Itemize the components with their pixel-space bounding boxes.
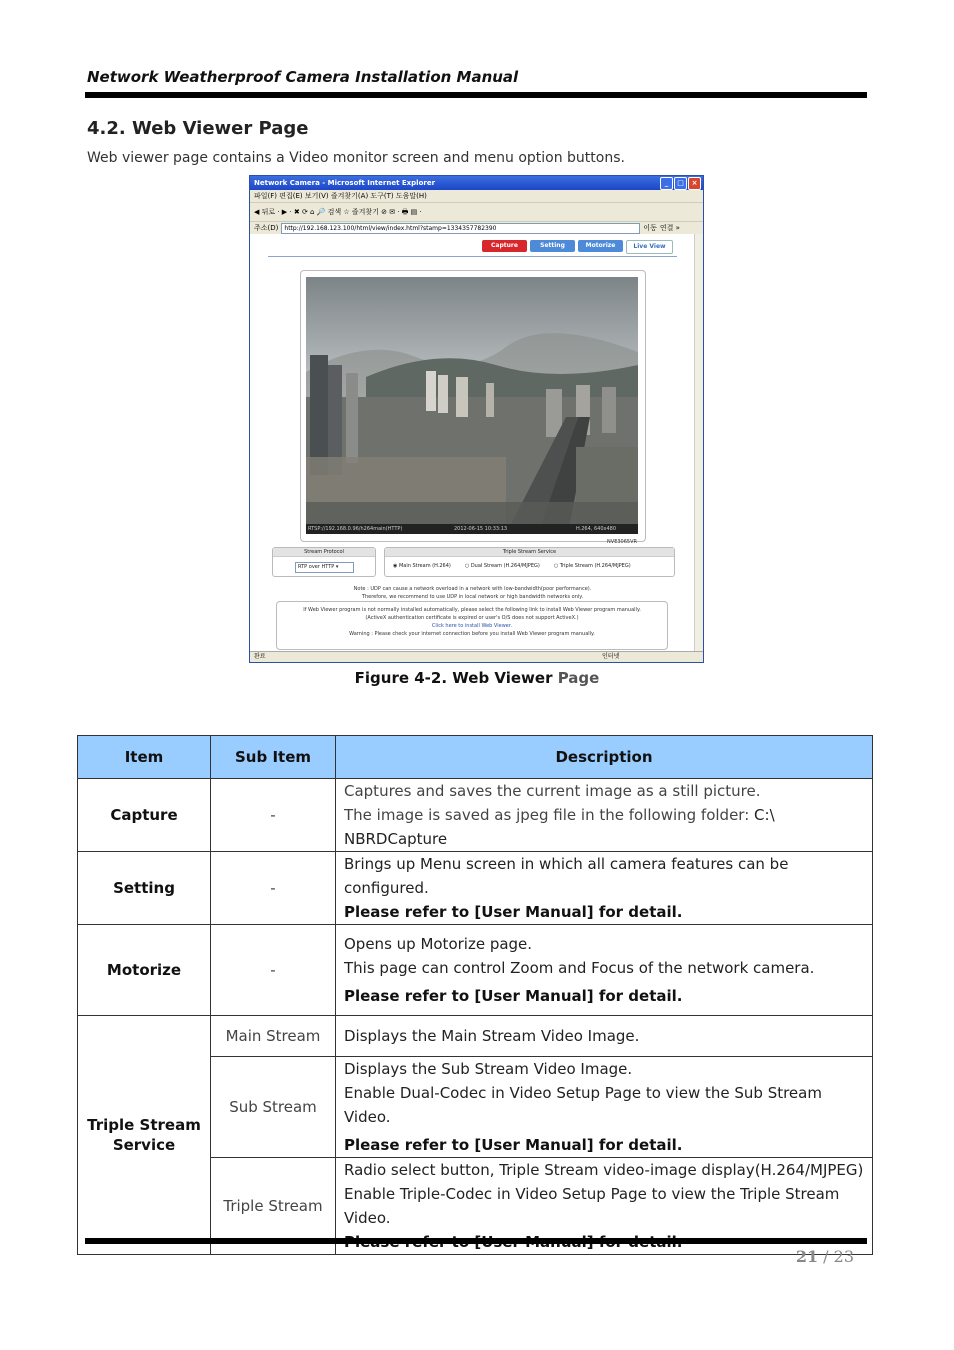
triple-stream-box — [384, 547, 675, 577]
item-setting: Setting — [78, 852, 211, 925]
current-page: 21 — [795, 1247, 819, 1266]
item-triple-stream: Triple Stream Service — [78, 1016, 211, 1255]
total-pages: 23 — [833, 1247, 854, 1266]
table-row — [78, 1016, 873, 1057]
install-warning: Warning : Please check your internet connection before you install Web Viewer program manually. — [349, 631, 595, 637]
ie-scrollbar — [694, 234, 703, 652]
table-row — [78, 925, 873, 1016]
desc-line: Displays the Sub Stream Video Image. — [344, 1060, 633, 1078]
desc-main-stream — [336, 1016, 873, 1057]
stream-protocol-value: RTP over HTTP — [298, 564, 335, 570]
city-view-image — [306, 277, 638, 534]
desc-line: Captures and saves the current image as a still picture. — [344, 782, 761, 800]
video-monitor — [306, 277, 638, 534]
install-line-2: (ActiveX authentication certificate is expired or user's O/S does not support ActiveX.) — [365, 615, 579, 621]
stream-protocol-select: RTP over HTTP ▾ — [295, 562, 354, 573]
document-header-title: Network Weatherproof Camera Installation Manual — [87, 68, 519, 86]
install-notice — [276, 601, 668, 650]
figure-caption — [0, 669, 954, 687]
sub-sub-stream: Sub Stream — [211, 1057, 336, 1158]
sub-motorize: - — [211, 925, 336, 1016]
osd-codec: H.264, 640x480 — [575, 526, 616, 532]
address-url: http://192.168.123.100/html/view/index.html?stamp=1334357782390 — [281, 223, 640, 234]
motorize-tab: Motorize — [578, 240, 623, 252]
page-number — [796, 1247, 854, 1266]
status-done: 완료 — [254, 653, 266, 660]
desc-setting — [336, 852, 873, 925]
desc-refer: Please refer to [User Manual] for detail. — [344, 903, 683, 921]
footer-rule — [85, 1238, 867, 1244]
install-line-1: If Web Viewer program is not normally installed automatically, please select the following link to install Web Viewer program manually. — [303, 607, 641, 613]
header-sub-item: Sub Item — [211, 736, 336, 779]
header-description: Description — [336, 736, 873, 779]
ie-status-bar — [250, 651, 704, 662]
camera-model: NVE3065VR — [607, 539, 637, 545]
live-view-tab: Live View — [626, 240, 673, 254]
udp-note — [250, 585, 695, 601]
desc-capture — [336, 779, 873, 852]
note-line-2: Therefore, we recommend to use UDP in local network or high bandwidth networks only. — [361, 594, 584, 600]
capture-tab: Capture — [482, 240, 527, 252]
links-label: 연결 » — [659, 224, 680, 232]
desc-sub-stream — [336, 1057, 873, 1158]
tab-underline — [268, 256, 677, 257]
table-row — [78, 852, 873, 925]
capture-folder-path: C:\ NBRDCapture — [344, 806, 775, 848]
table-row — [78, 779, 873, 852]
address-label: 주소(D) — [254, 224, 279, 232]
header-rule — [85, 92, 867, 98]
desc-motorize — [336, 925, 873, 1016]
ie-menu-bar: 파일(F) 편집(E) 보기(V) 즐겨찾기(A) 도구(T) 도움말(H) — [250, 190, 703, 203]
radio-dual-stream: ○ Dual Stream (H.264/MJPEG) — [464, 563, 540, 569]
ie-page-content — [250, 234, 695, 652]
table-header-row — [78, 736, 873, 779]
section-title: 4.2. Web Viewer Page — [87, 118, 309, 139]
stream-protocol-box — [272, 547, 376, 577]
item-capture: Capture — [78, 779, 211, 852]
status-zone: 인터넷 — [602, 653, 620, 660]
feature-table — [77, 735, 873, 1255]
osd-stream-url: RTSP://192.168.0.96/h264main(HTTP) — [308, 526, 403, 532]
osd-timestamp: 2012-06-15 10:33:13 — [454, 526, 508, 532]
desc-line: Brings up Menu screen in which all camera features can be configured. — [344, 855, 789, 897]
desc-line: Enable Triple-Codec in Video Setup Page to view the Triple Stream Video. — [344, 1185, 840, 1227]
stream-protocol-label: Stream Protocol — [273, 548, 375, 557]
maximize-icon: □ — [674, 177, 687, 190]
page-separator: / — [818, 1247, 834, 1266]
desc-refer: Please refer to [User Manual] for detail. — [344, 987, 683, 1005]
install-link: Click here to install Web Viewer. — [431, 623, 513, 629]
ie-window-title: Network Camera - Microsoft Internet Explorer — [254, 179, 436, 187]
setting-tab: Setting — [530, 240, 575, 252]
item-motorize: Motorize — [78, 925, 211, 1016]
sub-capture: - — [211, 779, 336, 852]
desc-line: Displays the Main Stream Video Image. — [344, 1027, 640, 1045]
section-intro: Web viewer page contains a Video monitor screen and menu option buttons. — [87, 150, 625, 166]
desc-refer: Please refer to [User Manual] for detail. — [344, 1136, 683, 1154]
desc-line: Radio select button, Triple Stream video-image display(H.264/MJPEG) — [344, 1161, 864, 1179]
desc-line: Opens up Motorize page. — [344, 935, 533, 953]
note-line-1: Note : UDP can cause a network overload in a network with low-bandwidth(poor performance). — [353, 586, 592, 592]
video-osd-bar — [306, 524, 638, 534]
ie-title-bar — [250, 176, 703, 190]
desc-line: The image is saved as jpeg file in the following folder: — [344, 806, 755, 824]
desc-line: Enable Dual-Codec in Video Setup Page to view the Sub Stream Video. — [344, 1084, 822, 1126]
sub-setting: - — [211, 852, 336, 925]
web-viewer-screenshot — [249, 175, 704, 663]
header-item: Item — [78, 736, 211, 779]
viewer-tabs — [482, 240, 673, 254]
triple-stream-label: Triple Stream Service — [385, 548, 674, 557]
radio-main-stream: ◉ Main Stream (H.264) — [393, 563, 451, 569]
go-label: 이동 — [643, 224, 657, 232]
caption-tail: Page — [557, 669, 600, 687]
minimize-icon: _ — [660, 177, 673, 190]
ie-toolbar: ◀ 뒤로 · ▶ · ✖ ⟳ ⌂ 🔎 검색 ☆ 즐겨찾기 ⊘ ✉ · 🖶 ▤ · — [250, 203, 703, 222]
radio-triple-stream: ○ Triple Stream (H.264/MJPEG) — [553, 563, 631, 569]
caption-main: Figure 4-2. Web Viewer — [354, 669, 558, 687]
desc-line: This page can control Zoom and Focus of the network camera. — [344, 959, 815, 977]
sub-main-stream: Main Stream — [211, 1016, 336, 1057]
close-icon: × — [688, 177, 701, 190]
sub-triple-stream: Triple Stream — [211, 1158, 336, 1255]
